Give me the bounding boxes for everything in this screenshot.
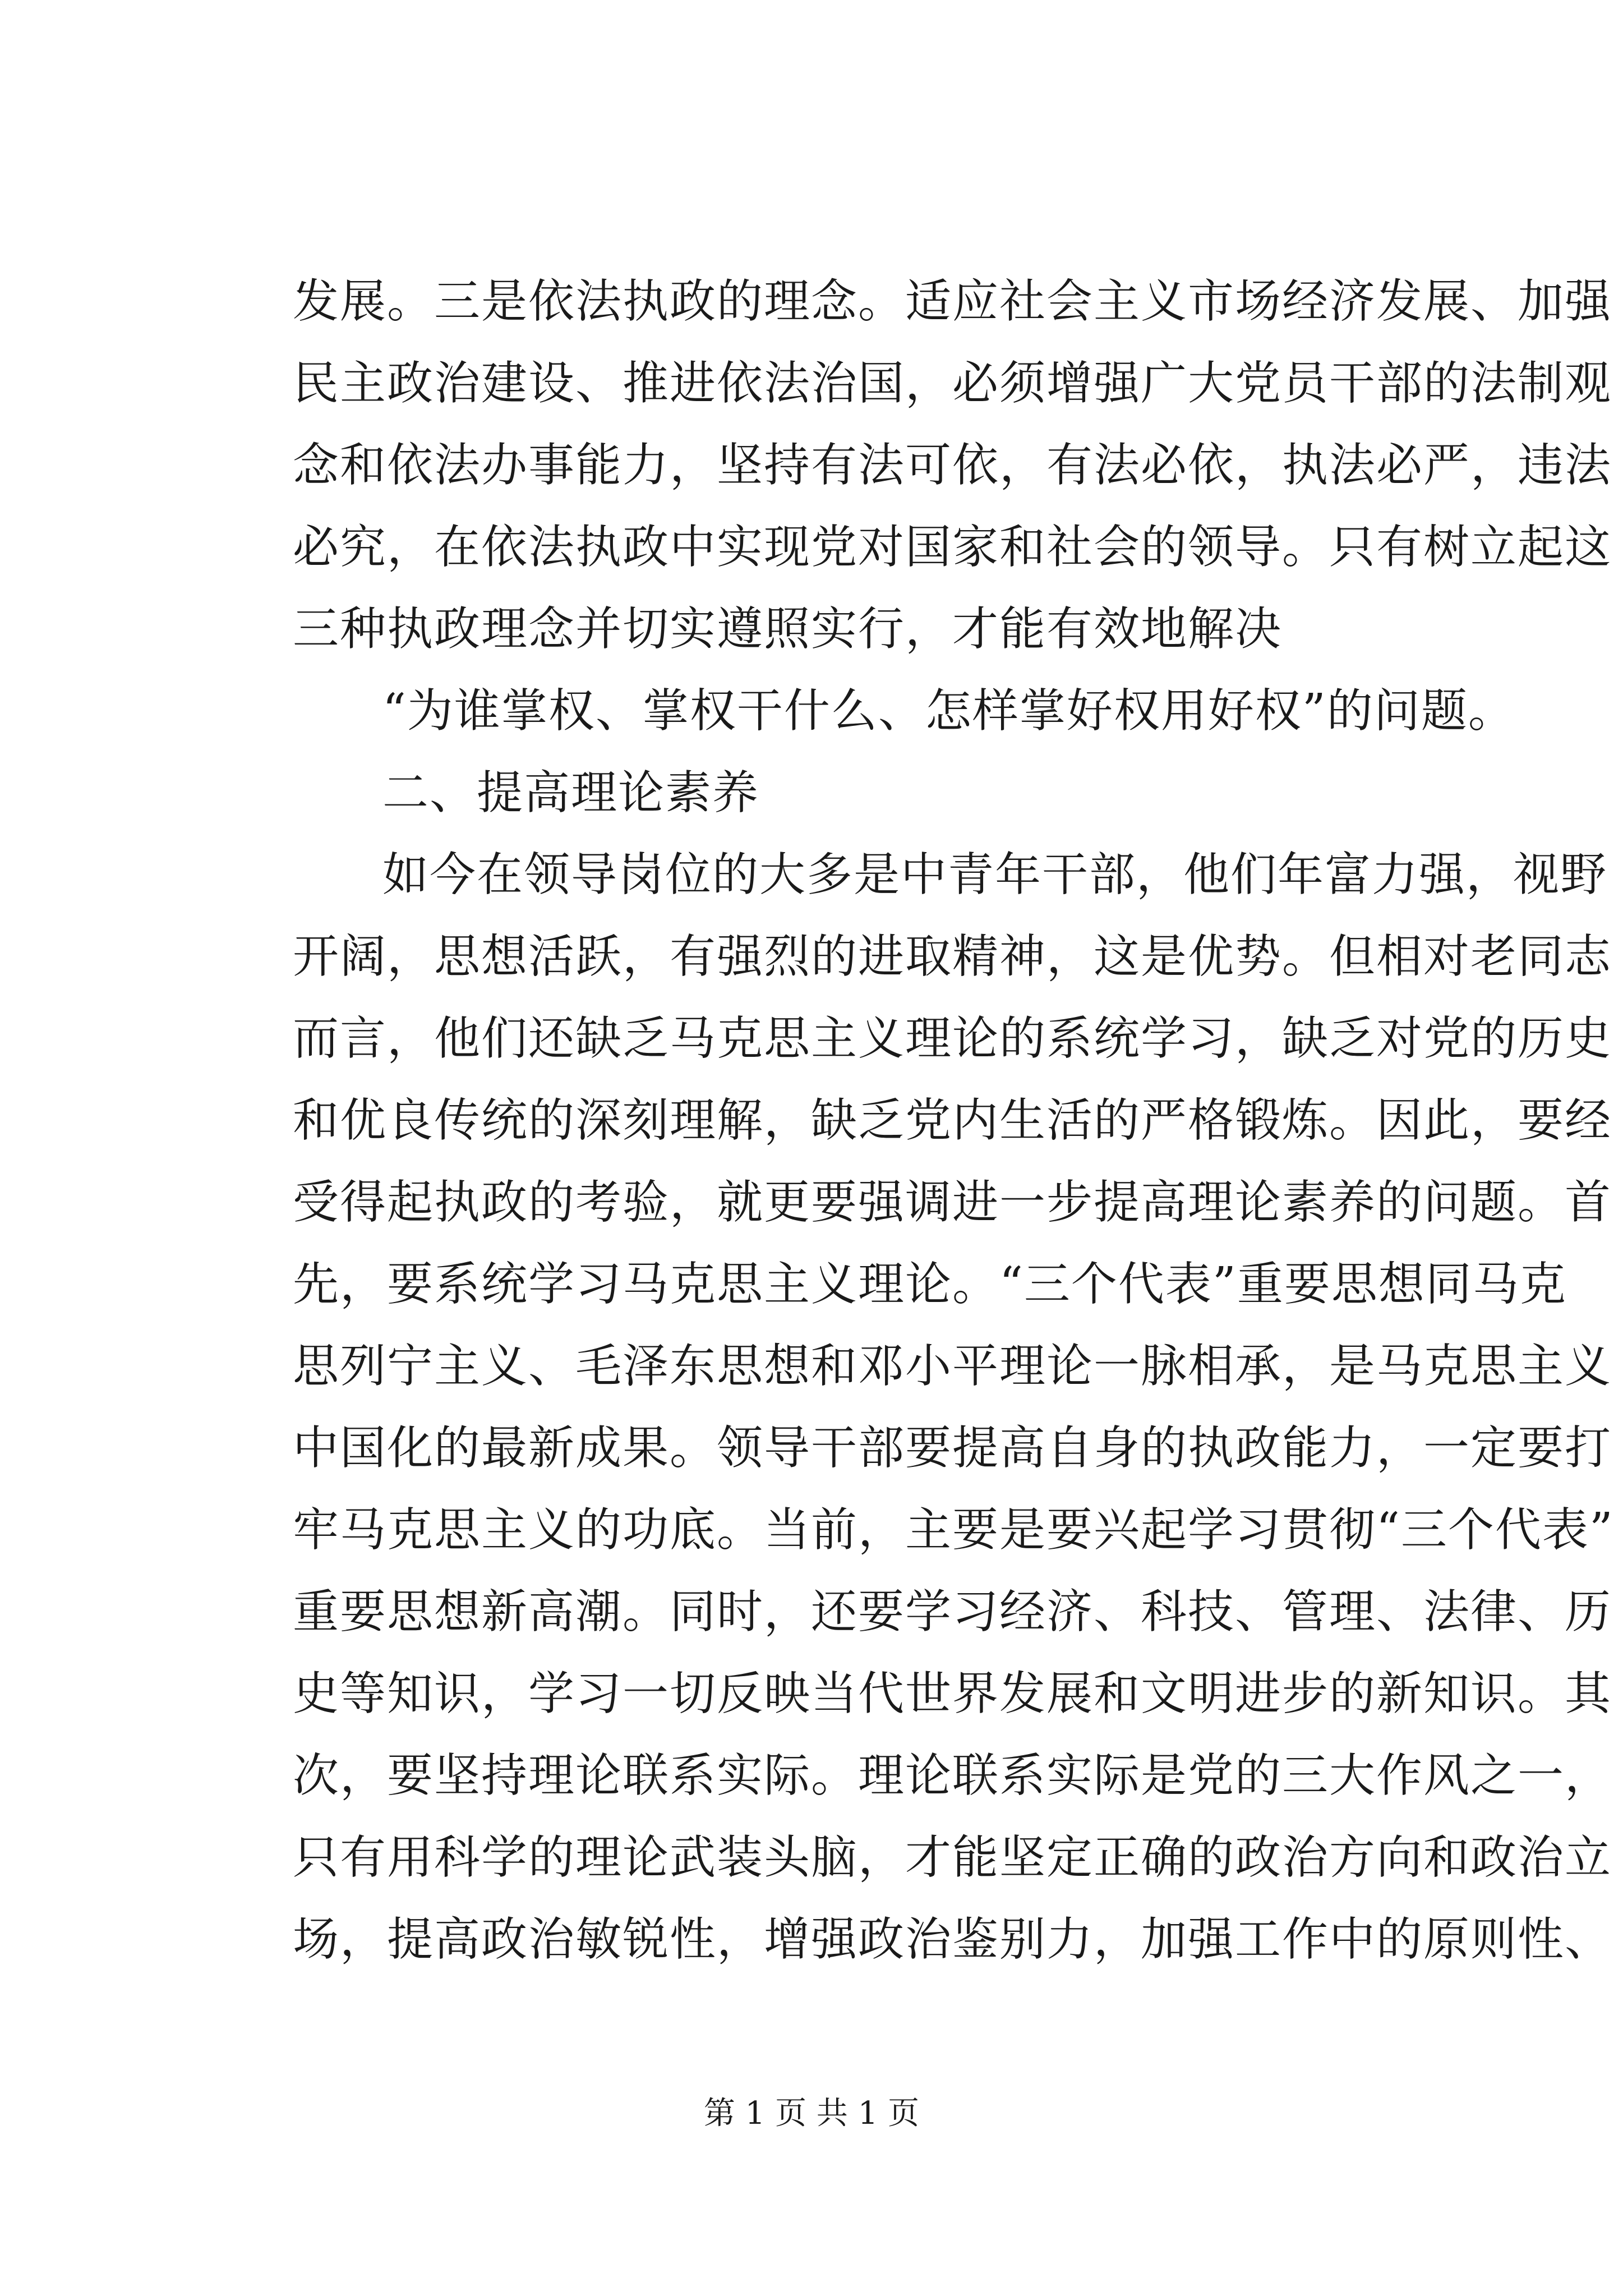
text-line: 场，提高政治敏锐性，增强政治鉴别力，加强工作中的原则性、 [293, 1913, 1612, 1966]
text-line: 必究，在依法执政中实现党对国家和社会的领导。只有树立起这 [293, 521, 1612, 574]
text-line: 念和依法办事能力，坚持有法可依，有法必依，执法必严，违法 [293, 439, 1612, 492]
text-line: 民主政治建设、推进依法治国，必须增强广大党员干部的法制观 [293, 357, 1612, 410]
text-line: 牢马克思主义的功底。当前，主要是要兴起学习贯彻“三个代表” [293, 1503, 1614, 1557]
text-line: 如今在领导岗位的大多是中青年干部，他们年富力强，视野 [382, 848, 1608, 901]
text-line: 三种执政理念并切实遵照实行，才能有效地解决 [293, 602, 1283, 656]
text-line: 和优良传统的深刻理解，缺乏党内生活的严格锻炼。因此，要经 [293, 1094, 1612, 1147]
text-line: “为谁掌权、掌权干什么、怎样掌好权用好权”的问题。 [382, 684, 1515, 738]
text-line: 而言，他们还缺乏马克思主义理论的系统学习，缺乏对党的历史 [293, 1012, 1612, 1065]
text-line: 重要思想新高潮。同时，还要学习经济、科技、管理、法律、历 [293, 1585, 1612, 1639]
document-body [293, 261, 1614, 1981]
text-line: 开阔，思想活跃，有强烈的进取精神，这是优势。但相对老同志 [293, 930, 1612, 983]
page-number-footer: 第 1 页 共 1 页 [703, 2095, 920, 2132]
text-line: 中国化的最新成果。领导干部要提高自身的执政能力，一定要打 [293, 1421, 1612, 1475]
section-heading: 二、提高理论素养 [382, 766, 760, 820]
text-line: 发展。三是依法执政的理念。适应社会主义市场经济发展、加强 [293, 275, 1612, 328]
text-line: 受得起执政的考验，就更要强调进一步提高理论素养的问题。首 [293, 1176, 1612, 1229]
text-line: 思列宁主义、毛泽东思想和邓小平理论一脉相承，是马克思主义 [293, 1340, 1612, 1393]
text-line: 史等知识，学习一切反映当代世界发展和文明进步的新知识。其 [293, 1667, 1612, 1720]
text-line: 只有用科学的理论武装头脑，才能坚定正确的政治方向和政治立 [293, 1831, 1612, 1884]
text-line: 先，要系统学习马克思主义理论。“三个代表”重要思想同马克 [293, 1258, 1567, 1311]
text-line: 次，要坚持理论联系实际。理论联系实际是党的三大作风之一， [293, 1749, 1612, 1802]
